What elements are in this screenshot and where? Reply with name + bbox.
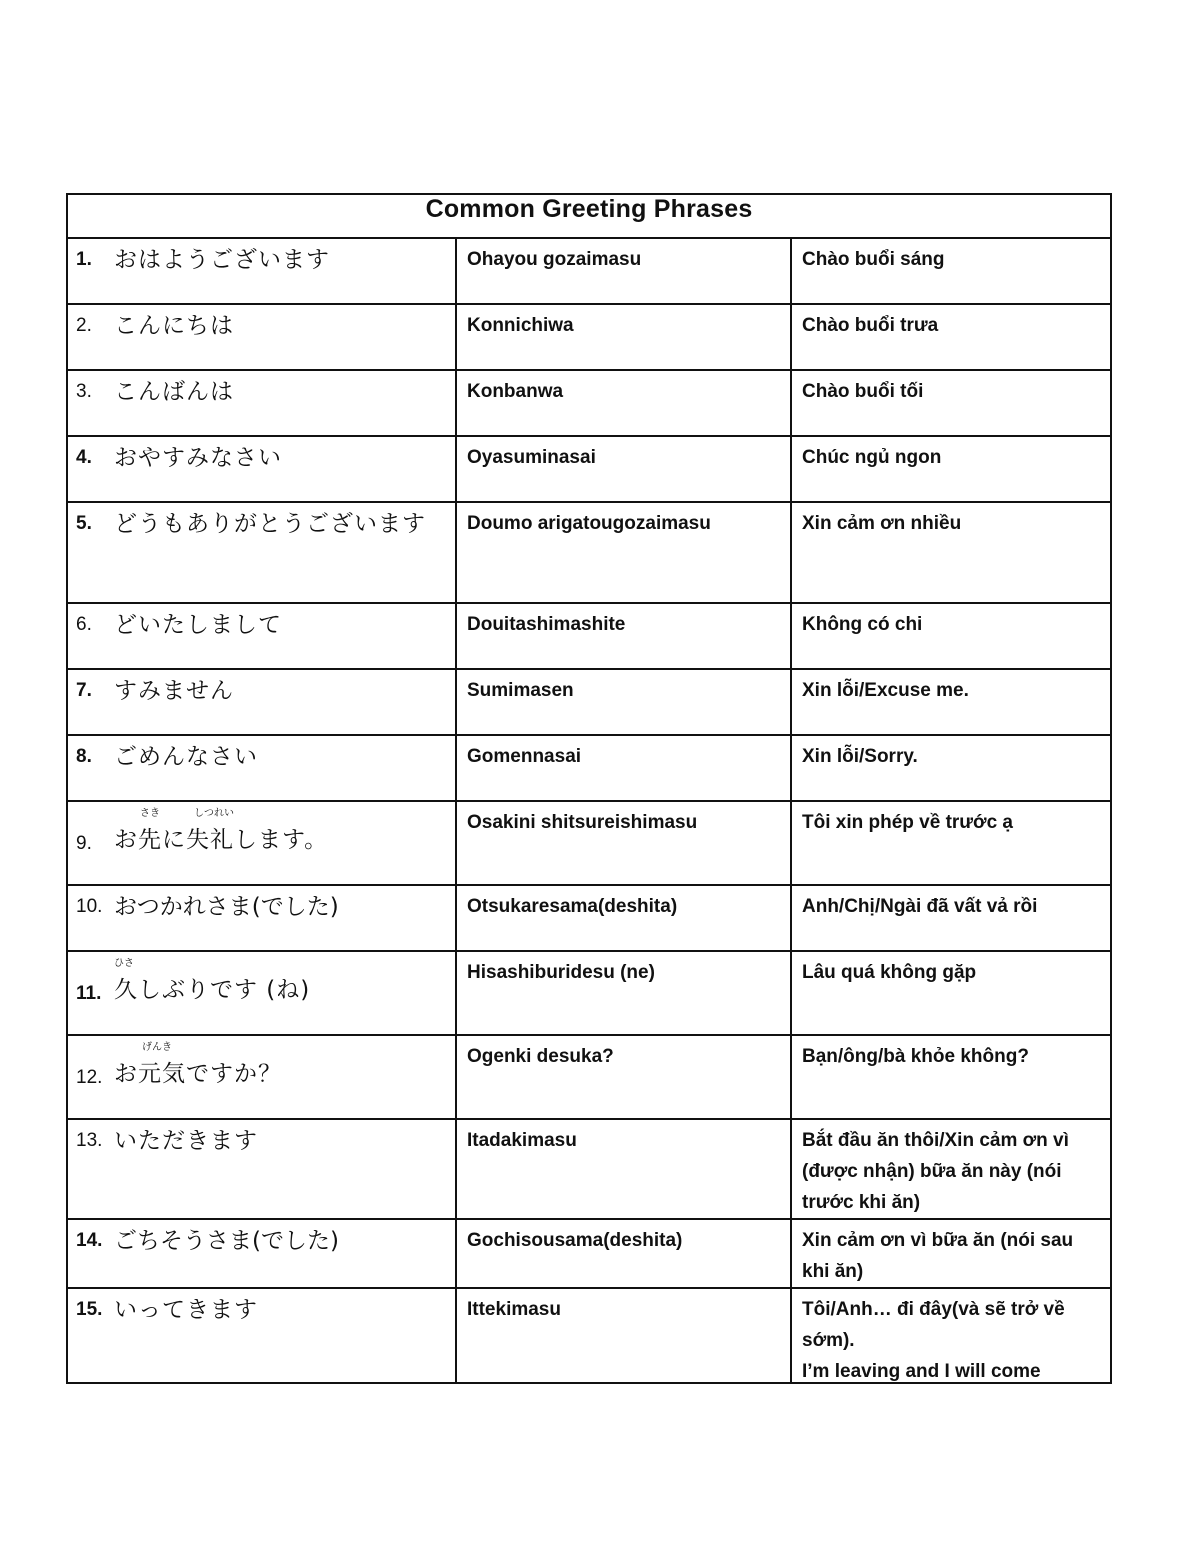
japanese-cell [67,951,456,1035]
romaji-text: Konbanwa [467,381,564,402]
romaji-cell [456,436,791,502]
japanese-cell [67,436,456,502]
romaji-cell [456,951,791,1035]
table-row [67,669,1111,735]
japanese-cell [67,502,456,603]
row-number: 15. [76,1299,103,1320]
vietnamese-cell [791,885,1111,951]
vietnamese-cell [791,502,1111,603]
romaji-cell [456,1219,791,1288]
vietnamese-text: Tôi xin phép về trước ạ [802,812,1013,833]
furigana: さき [140,808,160,819]
vietnamese-text: Anh/Chị/Ngài đã vất vả rồi [802,896,1038,917]
romaji-cell [456,603,791,669]
row-number: 14. [76,1230,103,1251]
row-number: 3. [76,381,92,402]
row-number: 12. [76,1067,103,1088]
vietnamese-text: Chúc ngủ ngon [802,447,942,468]
vietnamese-text: Chào buổi trưa [802,315,939,336]
romaji-text: Ohayou gozaimasu [467,249,642,270]
japanese-text: 久しぶりです (ね) [114,977,311,1003]
table-row [67,1288,1111,1383]
romaji-cell [456,502,791,603]
vietnamese-cell [791,603,1111,669]
table-row [67,304,1111,370]
vietnamese-text: Không có chi [802,614,923,635]
romaji-text: Ogenki desuka? [467,1046,614,1067]
vietnamese-text: Xin lỗi/Sorry. [802,746,918,767]
vietnamese-cell [791,1219,1111,1288]
japanese-cell [67,238,456,304]
japanese-cell [67,1119,456,1219]
vietnamese-cell [791,951,1111,1035]
row-number: 5. [76,513,92,534]
japanese-cell [67,304,456,370]
table-row [67,1035,1111,1119]
romaji-text: Otsukaresama(deshita) [467,896,678,917]
vietnamese-text: Xin lỗi/Excuse me. [802,680,969,701]
japanese-cell [67,801,456,885]
table-row [67,951,1111,1035]
japanese-text: いってきます [114,1297,258,1323]
row-number: 4. [76,447,92,468]
greeting-phrases-table [66,193,1112,1384]
japanese-cell [67,1288,456,1383]
english-text: I’m leaving and I will come [802,1361,1041,1382]
japanese-text: すみません [114,678,234,704]
vietnamese-text: Bắt đầu ăn thôi/Xin cảm ơn vì (được nhận) bữa ăn này (nói trước khi ăn) [802,1130,1069,1213]
romaji-cell [456,1288,791,1383]
table-row [67,1219,1111,1288]
row-number: 7. [76,680,92,701]
japanese-text: おやすみなさい [114,445,282,471]
row-number: 10. [76,896,103,917]
romaji-text: Osakini shitsureishimasu [467,812,698,833]
row-number: 8. [76,746,92,767]
vietnamese-cell [791,1288,1111,1383]
row-number: 11. [76,983,102,1004]
japanese-cell [67,370,456,436]
japanese-cell [67,735,456,801]
japanese-text-with-ruby [114,1042,447,1091]
japanese-text: ごめんなさい [114,744,258,770]
japanese-text: こんにちは [114,313,234,339]
vietnamese-cell [791,436,1111,502]
table-row [67,603,1111,669]
japanese-text: おつかれさま(でした) [114,894,339,920]
romaji-text: Oyasuminasai [467,447,596,468]
row-number: 13. [76,1130,103,1151]
row-number: 2. [76,315,92,336]
table-row [67,885,1111,951]
table-row [67,370,1111,436]
vietnamese-text: Chào buổi sáng [802,249,945,270]
romaji-cell [456,1119,791,1219]
romaji-text: Ittekimasu [467,1299,561,1320]
japanese-text: どうもありがとうございます [114,511,426,537]
furigana: しつれい [194,808,234,819]
vietnamese-text: Chào buổi tối [802,381,924,402]
romaji-cell [456,238,791,304]
vietnamese-cell [791,669,1111,735]
romaji-text: Itadakimasu [467,1130,577,1151]
vietnamese-text: Xin cảm ơn nhiều [802,513,962,534]
japanese-cell [67,603,456,669]
japanese-text: お先に失礼します。 [114,827,329,853]
japanese-cell [67,1219,456,1288]
table-row [67,436,1111,502]
romaji-text: Konnichiwa [467,315,574,336]
vietnamese-text: Xin cảm ơn vì bữa ăn (nói sau khi ăn) [802,1230,1074,1282]
table-row [67,502,1111,603]
japanese-text: いただきます [114,1128,258,1154]
table-row [67,238,1111,304]
romaji-cell [456,735,791,801]
vietnamese-cell [791,801,1111,885]
vietnamese-cell [791,370,1111,436]
vietnamese-cell [791,735,1111,801]
romaji-text: Gochisousama(deshita) [467,1230,683,1251]
vietnamese-text: Lâu quá không gặp [802,962,977,983]
romaji-cell [456,304,791,370]
romaji-cell [456,801,791,885]
japanese-cell [67,669,456,735]
japanese-cell [67,885,456,951]
japanese-text: おはようございます [114,247,330,273]
row-number: 6. [76,614,92,635]
japanese-text: ごちそうさま(でした) [114,1228,339,1254]
furigana: ひさ [114,958,134,969]
romaji-text: Douitashimashite [467,614,626,635]
table-header-row [67,194,1111,238]
romaji-cell [456,885,791,951]
table-row [67,801,1111,885]
row-number: 9. [76,833,92,854]
japanese-text: お元気ですか？ [114,1061,282,1087]
vietnamese-cell [791,1035,1111,1119]
japanese-text: どいたしまして [114,612,282,638]
vietnamese-text: Tôi/Anh… đi đây(và sẽ trở về sớm). [802,1299,1065,1351]
japanese-text: こんばんは [114,379,234,405]
romaji-text: Gomennasai [467,746,582,767]
romaji-text: Hisashiburidesu (ne) [467,962,655,983]
romaji-cell [456,669,791,735]
romaji-text: Doumo arigatougozaimasu [467,513,711,534]
table-row [67,735,1111,801]
row-number: 1. [76,249,92,270]
japanese-text-with-ruby [114,808,447,857]
japanese-text-with-ruby [114,958,447,1007]
vietnamese-cell [791,304,1111,370]
japanese-cell [67,1035,456,1119]
romaji-cell [456,370,791,436]
vietnamese-cell [791,1119,1111,1219]
romaji-text: Sumimasen [467,680,574,701]
romaji-cell [456,1035,791,1119]
furigana: げんき [142,1042,172,1053]
table-row [67,1119,1111,1219]
vietnamese-text: Bạn/ông/bà khỏe không? [802,1046,1029,1067]
vietnamese-cell [791,238,1111,304]
table-title: Common Greeting Phrases [67,194,1111,238]
